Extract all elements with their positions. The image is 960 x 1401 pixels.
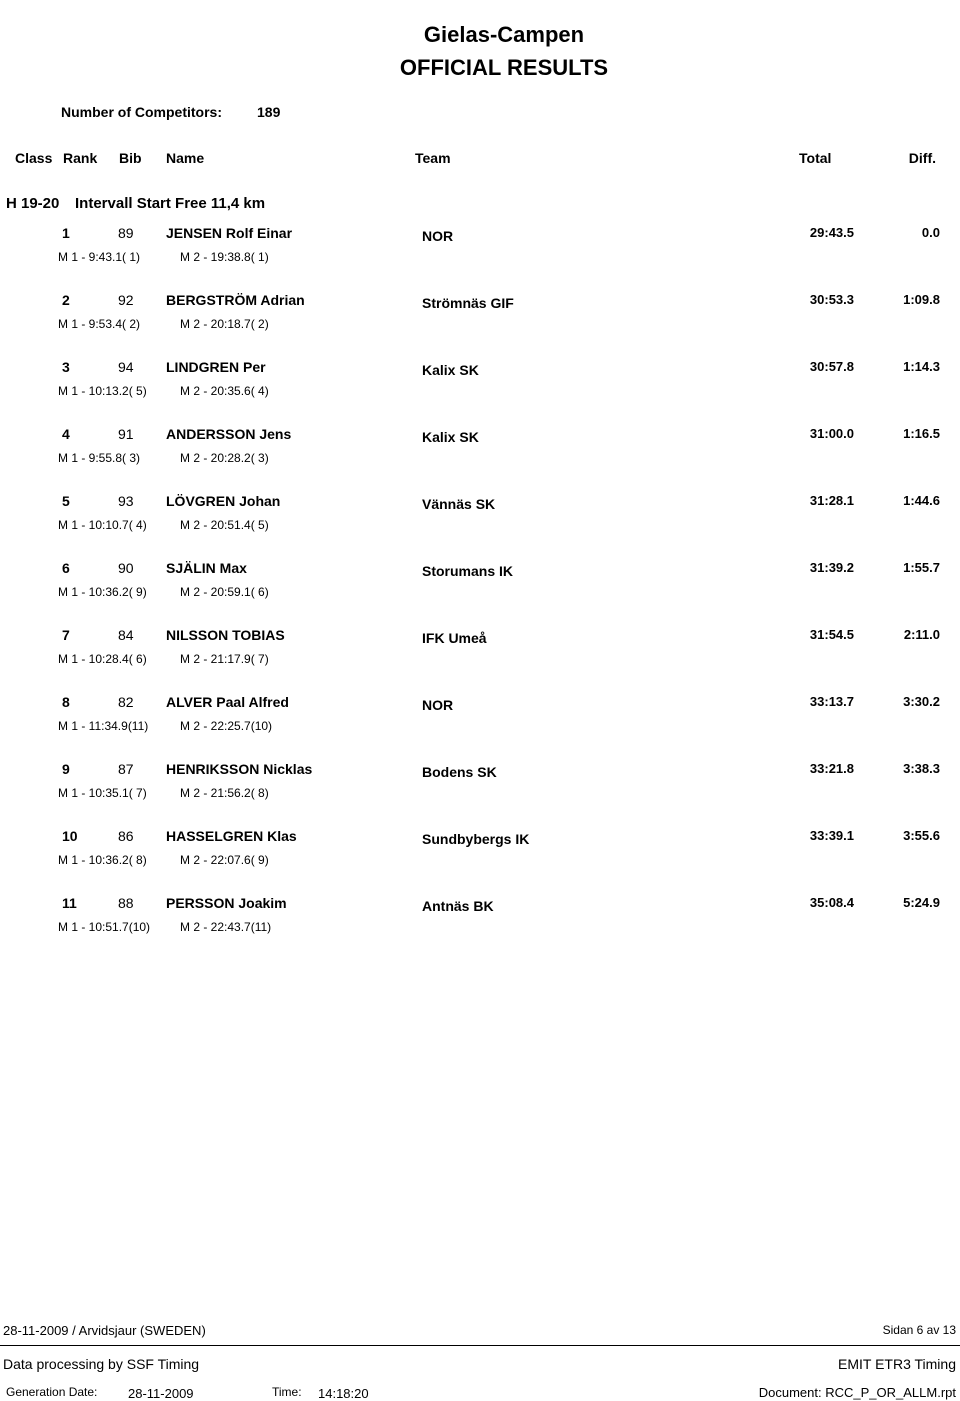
result-rank: 9 (62, 761, 70, 777)
result-split-m1: M 1 - 10:35.1( 7) (58, 786, 147, 800)
footer-date-place: 28-11-2009 / Arvidsjaur (SWEDEN) (3, 1323, 206, 1338)
result-rank: 2 (62, 292, 70, 308)
result-bib: 89 (118, 225, 134, 241)
result-team: Kalix SK (422, 429, 479, 445)
result-split-m2: M 2 - 20:59.1( 6) (180, 585, 269, 599)
footer-time-label: Time: (272, 1385, 302, 1399)
result-team: NOR (422, 697, 454, 713)
result-diff: 3:55.6 (903, 828, 940, 843)
column-total: Total (799, 150, 832, 166)
result-split-m2: M 2 - 22:07.6( 9) (180, 853, 269, 867)
result-name: JENSEN Rolf Einar (166, 225, 293, 241)
result-split-m1: M 1 - 10:10.7( 4) (58, 518, 147, 532)
result-team: Vännäs SK (422, 496, 496, 512)
result-rank: 7 (62, 627, 70, 643)
result-bib: 90 (118, 560, 134, 576)
result-split-m2: M 2 - 22:43.7(11) (180, 920, 272, 934)
result-split-m1: M 1 - 10:51.7(10) (58, 920, 151, 934)
result-split-m2: M 2 - 19:38.8( 1) (180, 250, 269, 264)
result-rank: 5 (62, 493, 70, 509)
result-rank: 4 (62, 426, 70, 442)
result-diff: 1:44.6 (903, 493, 940, 508)
column-diff: Diff. (908, 150, 936, 166)
result-name: NILSSON TOBIAS (166, 627, 285, 643)
result-split-m2: M 2 - 20:51.4( 5) (180, 518, 269, 532)
column-rank: Rank (63, 150, 98, 166)
result-split-m2: M 2 - 22:25.7(10) (180, 719, 273, 733)
result-diff: 3:38.3 (903, 761, 940, 776)
result-rank: 6 (62, 560, 70, 576)
result-team: Bodens SK (422, 764, 497, 780)
results-subtitle: OFFICIAL RESULTS (399, 55, 609, 80)
result-diff: 2:11.0 (903, 627, 940, 642)
result-name: HENRIKSSON Nicklas (166, 761, 313, 777)
result-split-m2: M 2 - 21:56.2( 8) (180, 786, 269, 800)
result-split-m1: M 1 - 9:43.1( 1) (58, 250, 141, 264)
footer-page-number: Sidan 6 av 13 (882, 1323, 956, 1337)
event-title: Gielas-Campen (423, 22, 585, 47)
result-rank: 11 (62, 895, 77, 911)
result-total: 33:13.7 (809, 694, 854, 709)
result-split-m2: M 2 - 20:28.2( 3) (180, 451, 269, 465)
competitors-label: Number of Competitors: (61, 104, 222, 120)
result-bib: 84 (118, 627, 134, 643)
result-split-m1: M 1 - 10:36.2( 8) (58, 853, 147, 867)
result-name: PERSSON Joakim (166, 895, 287, 911)
result-team: IFK Umeå (422, 630, 487, 646)
result-team: Strömnäs GIF (422, 295, 514, 311)
competitors-count: 189 (257, 104, 281, 120)
result-total: 30:53.3 (809, 292, 854, 307)
result-total: 33:39.1 (809, 828, 854, 843)
result-bib: 86 (118, 828, 134, 844)
result-rank: 10 (62, 828, 78, 844)
column-name: Name (166, 150, 205, 166)
footer-rule (0, 1345, 960, 1346)
result-total: 33:21.8 (809, 761, 854, 776)
footer-time-value: 14:18:20 (318, 1386, 369, 1401)
result-split-m1: M 1 - 10:13.2( 5) (58, 384, 147, 398)
result-name: SJÄLIN Max (166, 560, 247, 576)
result-name: ALVER Paal Alfred (166, 694, 289, 710)
footer-timing-system: EMIT ETR3 Timing (838, 1356, 956, 1372)
result-total: 30:57.8 (809, 359, 854, 374)
result-rank: 3 (62, 359, 70, 375)
result-name: LÖVGREN Johan (166, 493, 281, 509)
result-split-m1: M 1 - 11:34.9(11) (58, 719, 149, 733)
result-split-m1: M 1 - 10:36.2( 9) (58, 585, 147, 599)
result-bib: 91 (118, 426, 134, 442)
result-team: Storumans IK (422, 563, 514, 579)
result-diff: 1:55.7 (903, 560, 940, 575)
result-total: 29:43.5 (809, 225, 854, 240)
result-total: 31:00.0 (809, 426, 854, 441)
result-bib: 93 (118, 493, 134, 509)
race-heading: Intervall Start Free 11,4 km (75, 195, 266, 212)
result-total: 35:08.4 (809, 895, 854, 910)
result-bib: 87 (118, 761, 134, 777)
result-team: Sundbybergs IK (422, 831, 530, 847)
result-name: ANDERSSON Jens (166, 426, 292, 442)
result-rank: 1 (62, 225, 70, 241)
footer-data-processing: Data processing by SSF Timing (3, 1356, 200, 1372)
result-split-m2: M 2 - 20:18.7( 2) (180, 317, 269, 331)
result-name: BERGSTRÖM Adrian (166, 292, 305, 308)
result-diff: 0.0 (921, 225, 940, 240)
footer-generation-label: Generation Date: (6, 1385, 98, 1399)
result-total: 31:39.2 (809, 560, 854, 575)
result-bib: 88 (118, 895, 134, 911)
result-split-m1: M 1 - 9:55.8( 3) (58, 451, 141, 465)
result-team: Kalix SK (422, 362, 479, 378)
class-heading: H 19-20 (6, 195, 60, 212)
result-split-m1: M 1 - 9:53.4( 2) (58, 317, 141, 331)
result-total: 31:28.1 (809, 493, 854, 508)
result-diff: 5:24.9 (903, 895, 940, 910)
result-diff: 1:14.3 (903, 359, 940, 374)
footer-document: Document: RCC_P_OR_ALLM.rpt (758, 1385, 956, 1400)
result-split-m1: M 1 - 10:28.4( 6) (58, 652, 147, 666)
result-bib: 82 (118, 694, 134, 710)
result-split-m2: M 2 - 20:35.6( 4) (180, 384, 269, 398)
result-diff: 1:09.8 (903, 292, 940, 307)
result-rank: 8 (62, 694, 70, 710)
result-total: 31:54.5 (809, 627, 854, 642)
column-team: Team (415, 150, 451, 166)
result-team: Antnäs BK (422, 898, 494, 914)
column-class: Class (15, 150, 53, 166)
result-diff: 1:16.5 (903, 426, 940, 441)
result-bib: 94 (118, 359, 134, 375)
result-bib: 92 (118, 292, 134, 308)
footer-generation-date: 28-11-2009 (128, 1386, 194, 1401)
result-diff: 3:30.2 (903, 694, 940, 709)
result-split-m2: M 2 - 21:17.9( 7) (180, 652, 269, 666)
result-name: LINDGREN Per (166, 359, 266, 375)
result-team: NOR (422, 228, 454, 244)
column-bib: Bib (119, 150, 142, 166)
result-name: HASSELGREN Klas (166, 828, 297, 844)
